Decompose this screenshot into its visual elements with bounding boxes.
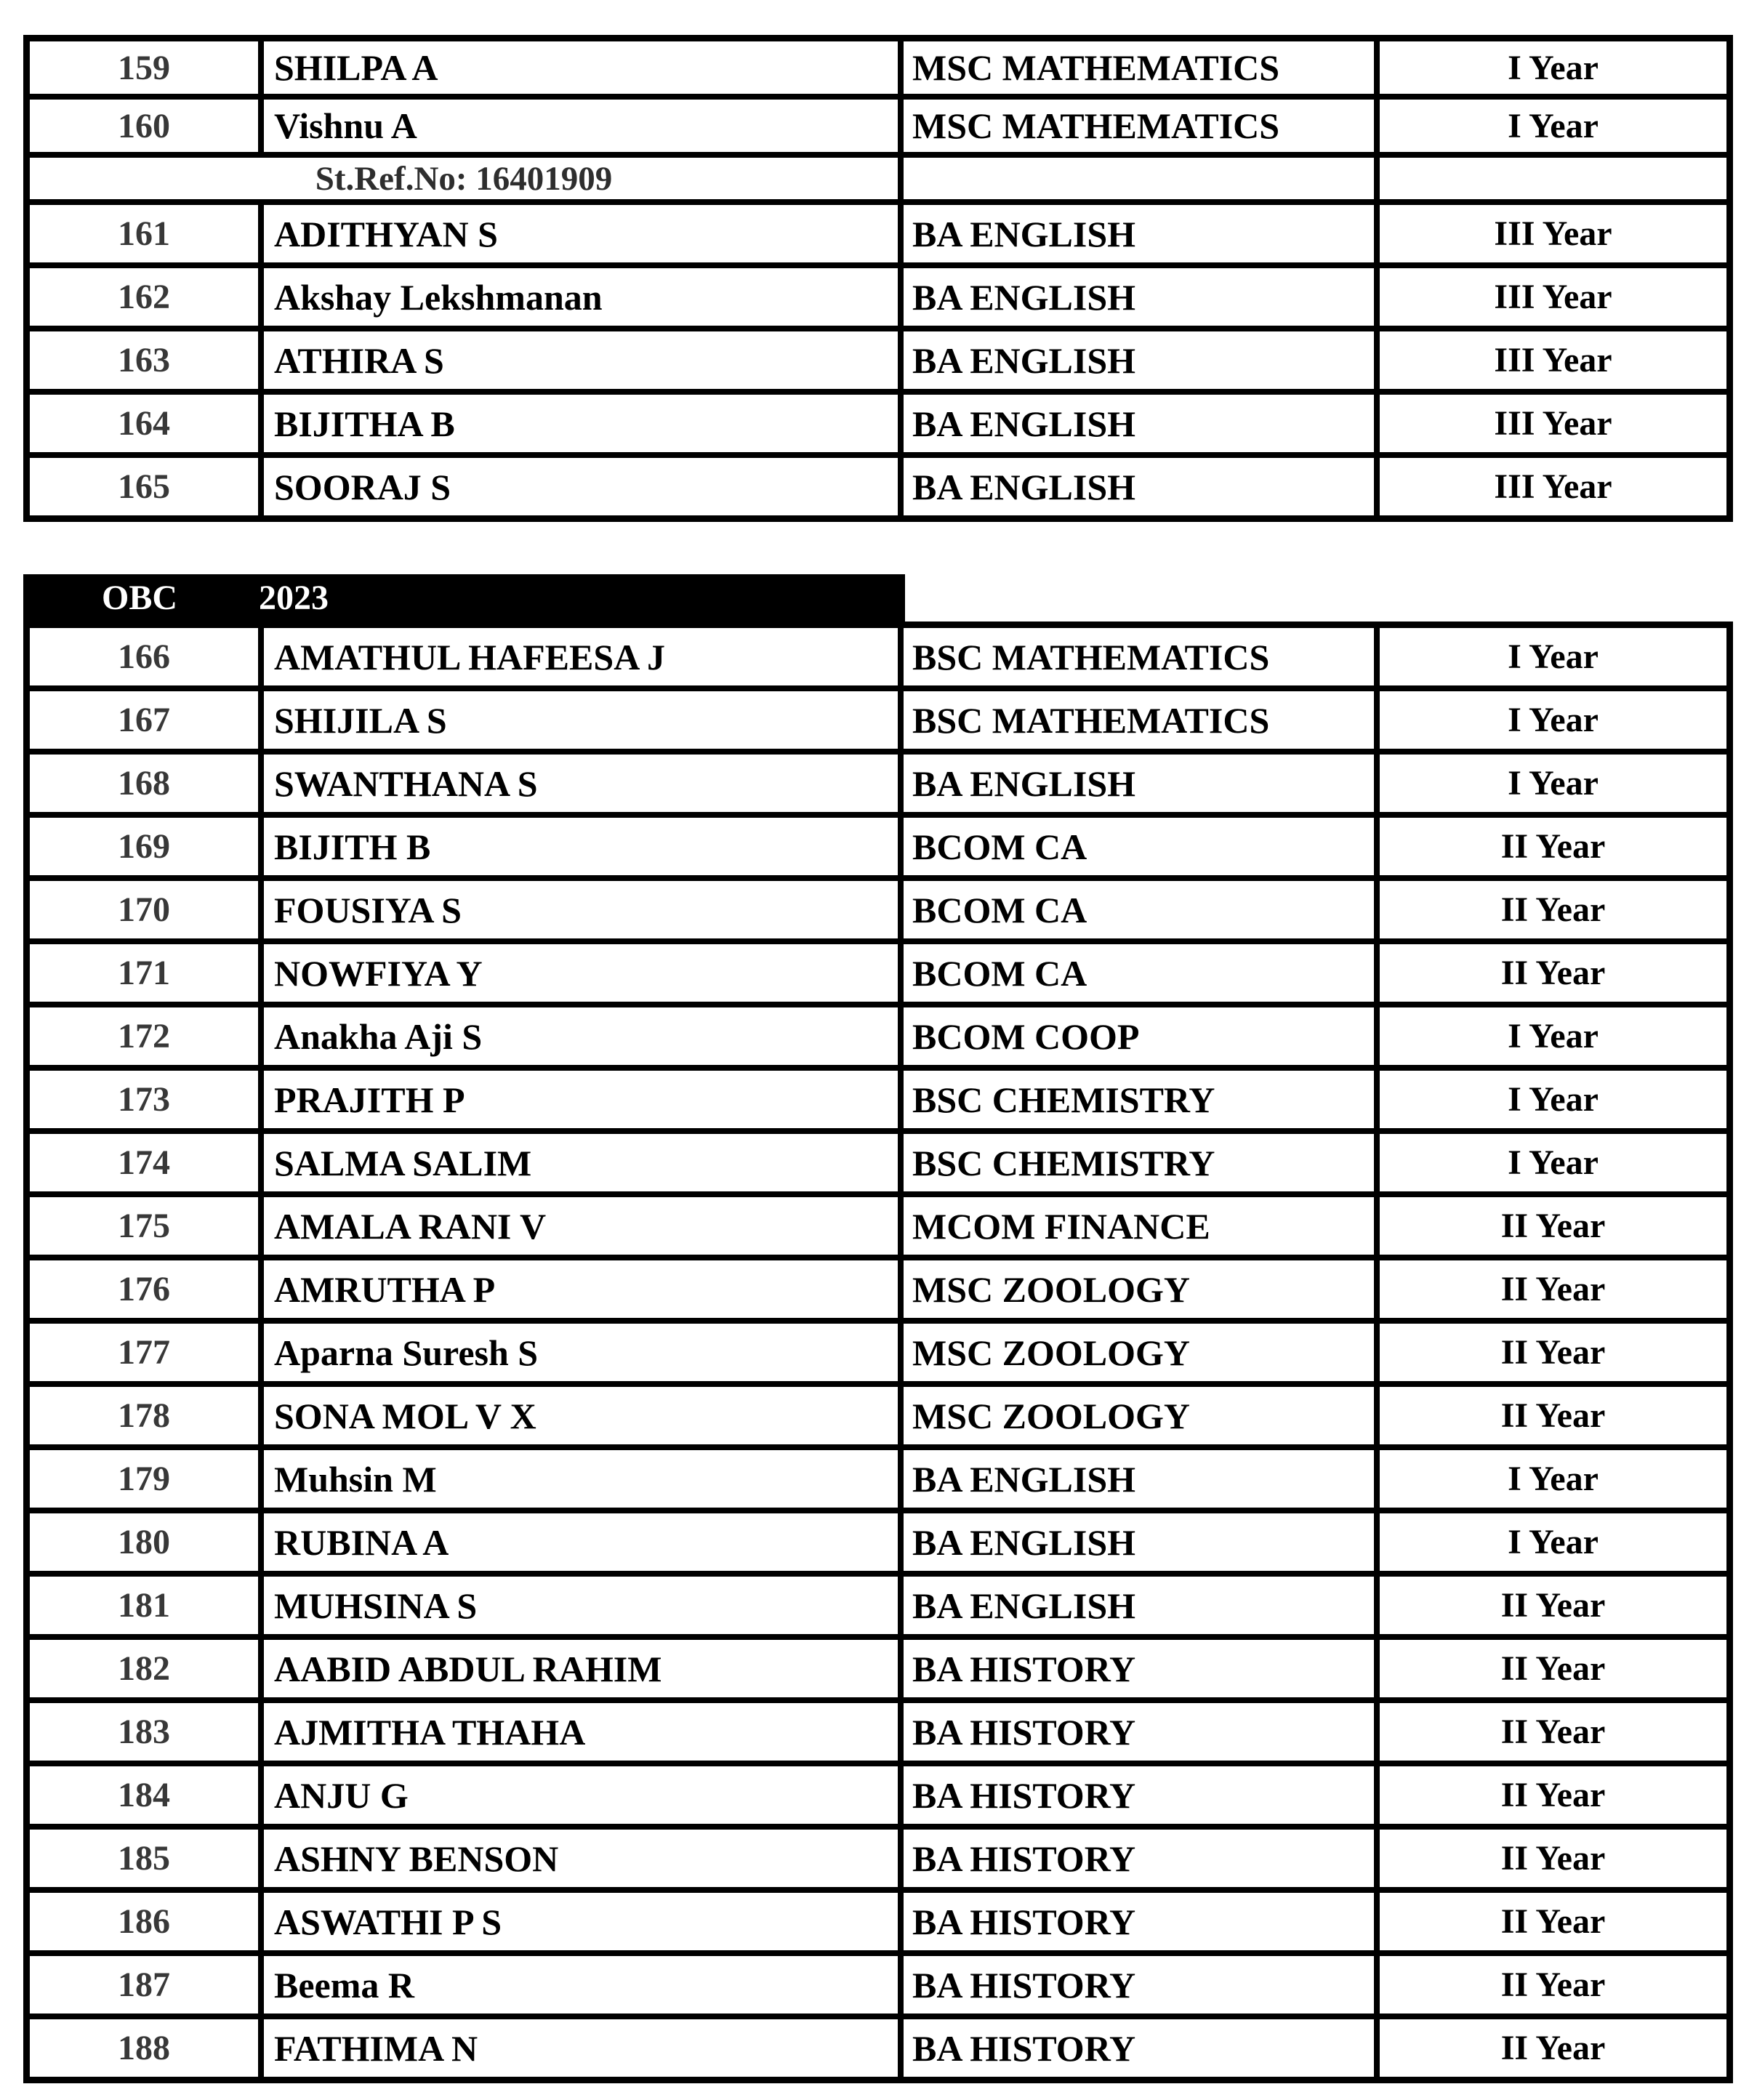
student-name-cell: BIJITH B (261, 815, 901, 878)
year-cell: I Year (1377, 1068, 1729, 1131)
serial-number-cell: 176 (27, 1258, 261, 1321)
course-cell: BA ENGLISH (901, 329, 1377, 392)
table-row (27, 1258, 1729, 1321)
student-name-cell: Akshay Lekshmanan (261, 265, 901, 329)
serial-number-cell: 159 (27, 39, 261, 97)
table-row (27, 1447, 1729, 1510)
year-cell: II Year (1377, 1700, 1729, 1763)
year-cell: III Year (1377, 329, 1729, 392)
table-row (27, 1953, 1729, 2016)
year-cell: I Year (1377, 97, 1729, 155)
student-name-cell: AMATHUL HAFEESA J (261, 625, 901, 688)
table-row (27, 1574, 1729, 1637)
year-cell: I Year (1377, 1005, 1729, 1068)
course-cell: BA ENGLISH (901, 202, 1377, 265)
student-name-cell: SOORAJ S (261, 455, 901, 518)
serial-number-cell: 170 (27, 878, 261, 941)
year-cell: II Year (1377, 1194, 1729, 1258)
table-row (27, 1384, 1729, 1447)
serial-number-cell: 165 (27, 455, 261, 518)
empty-year-cell (1377, 155, 1729, 202)
course-cell: BA ENGLISH (901, 1510, 1377, 1574)
table-row (27, 1763, 1729, 1827)
table-row (27, 1131, 1729, 1194)
serial-number-cell: 163 (27, 329, 261, 392)
course-cell: MSC MATHEMATICS (901, 39, 1377, 97)
course-cell: BA ENGLISH (901, 455, 1377, 518)
year-cell: II Year (1377, 941, 1729, 1005)
year-cell: II Year (1377, 1763, 1729, 1827)
table-row (27, 39, 1729, 97)
year-cell: II Year (1377, 1890, 1729, 1953)
upper-table-bottom-rows (27, 202, 1729, 518)
serial-number-cell: 182 (27, 1637, 261, 1700)
year-cell: I Year (1377, 688, 1729, 752)
student-name-cell: FATHIMA N (261, 2016, 901, 2080)
student-name-cell: AMRUTHA P (261, 1258, 901, 1321)
serial-number-cell: 183 (27, 1700, 261, 1763)
table-row (27, 2016, 1729, 2080)
year-cell: III Year (1377, 392, 1729, 455)
course-cell: BA HISTORY (901, 1637, 1377, 1700)
document-page (0, 35, 1757, 2100)
table-row (27, 1068, 1729, 1131)
student-name-cell: PRAJITH P (261, 1068, 901, 1131)
student-name-cell: Anakha Aji S (261, 1005, 901, 1068)
year-cell: I Year (1377, 1447, 1729, 1510)
year-cell: III Year (1377, 265, 1729, 329)
student-name-cell: ADITHYAN S (261, 202, 901, 265)
student-name-cell: Beema R (261, 1953, 901, 2016)
serial-number-cell: 184 (27, 1763, 261, 1827)
course-cell: BA HISTORY (901, 1700, 1377, 1763)
course-cell: BSC MATHEMATICS (901, 625, 1377, 688)
table-row (27, 1321, 1729, 1384)
ref-number-row (27, 155, 1729, 202)
student-name-cell: Muhsin M (261, 1447, 901, 1510)
serial-number-cell: 172 (27, 1005, 261, 1068)
table-row (27, 878, 1729, 941)
student-name-cell: ASWATHI P S (261, 1890, 901, 1953)
course-cell: BA HISTORY (901, 1763, 1377, 1827)
table-row (27, 941, 1729, 1005)
year-cell: II Year (1377, 1827, 1729, 1890)
table-row (27, 392, 1729, 455)
student-name-cell: ASHNY BENSON (261, 1827, 901, 1890)
year-cell: I Year (1377, 752, 1729, 815)
year-cell: II Year (1377, 1574, 1729, 1637)
student-name-cell: BIJITHA B (261, 392, 901, 455)
table-row (27, 1890, 1729, 1953)
table-row (27, 815, 1729, 878)
student-name-cell: AMALA RANI V (261, 1194, 901, 1258)
student-name-cell: Vishnu A (261, 97, 901, 155)
year-cell: II Year (1377, 2016, 1729, 2080)
student-name-cell: Aparna Suresh S (261, 1321, 901, 1384)
serial-number-cell: 161 (27, 202, 261, 265)
serial-number-cell: 169 (27, 815, 261, 878)
table-row (27, 1005, 1729, 1068)
student-name-cell: SONA MOL V X (261, 1384, 901, 1447)
course-cell: BCOM CA (901, 878, 1377, 941)
serial-number-cell: 160 (27, 97, 261, 155)
course-cell: MSC ZOOLOGY (901, 1258, 1377, 1321)
table-row (27, 455, 1729, 518)
course-cell: BSC CHEMISTRY (901, 1068, 1377, 1131)
course-cell: BSC CHEMISTRY (901, 1131, 1377, 1194)
lower-table-rows (27, 625, 1729, 2080)
student-name-cell: AJMITHA THAHA (261, 1700, 901, 1763)
course-cell: BA HISTORY (901, 2016, 1377, 2080)
serial-number-cell: 177 (27, 1321, 261, 1384)
table-row (27, 752, 1729, 815)
student-table-upper (23, 35, 1733, 522)
student-name-cell: RUBINA A (261, 1510, 901, 1574)
serial-number-cell: 174 (27, 1131, 261, 1194)
serial-number-cell: 166 (27, 625, 261, 688)
course-cell: BA HISTORY (901, 1890, 1377, 1953)
serial-number-cell: 168 (27, 752, 261, 815)
serial-number-cell: 179 (27, 1447, 261, 1510)
table-row (27, 1194, 1729, 1258)
course-cell: BA HISTORY (901, 1827, 1377, 1890)
course-cell: BA ENGLISH (901, 752, 1377, 815)
year-cell: II Year (1377, 1953, 1729, 2016)
serial-number-cell: 175 (27, 1194, 261, 1258)
serial-number-cell: 171 (27, 941, 261, 1005)
course-cell: BA ENGLISH (901, 265, 1377, 329)
serial-number-cell: 180 (27, 1510, 261, 1574)
upper-table-top-rows (27, 39, 1729, 155)
year-cell: II Year (1377, 1258, 1729, 1321)
year-cell: II Year (1377, 1637, 1729, 1700)
year-cell: I Year (1377, 1510, 1729, 1574)
table-row (27, 1510, 1729, 1574)
course-cell: BA ENGLISH (901, 1574, 1377, 1637)
year-cell: III Year (1377, 202, 1729, 265)
year-cell: II Year (1377, 878, 1729, 941)
ref-band-section (27, 155, 1729, 202)
serial-number-cell: 162 (27, 265, 261, 329)
section-year-label: 2023 (259, 579, 329, 617)
table-row (27, 265, 1729, 329)
course-cell: BCOM COOP (901, 1005, 1377, 1068)
serial-number-cell: 181 (27, 1574, 261, 1637)
student-name-cell: ATHIRA S (261, 329, 901, 392)
table-row (27, 625, 1729, 688)
serial-number-cell: 173 (27, 1068, 261, 1131)
table-row (27, 202, 1729, 265)
serial-number-cell: 167 (27, 688, 261, 752)
serial-number-cell: 186 (27, 1890, 261, 1953)
year-cell: II Year (1377, 815, 1729, 878)
year-cell: II Year (1377, 1321, 1729, 1384)
table-row (27, 1637, 1729, 1700)
student-name-cell: NOWFIYA Y (261, 941, 901, 1005)
student-ref-number: St.Ref.No: 16401909 (27, 155, 901, 202)
serial-number-cell: 188 (27, 2016, 261, 2080)
table-row (27, 688, 1729, 752)
student-name-cell: SHIJILA S (261, 688, 901, 752)
table-row (27, 1827, 1729, 1890)
course-cell: MSC ZOOLOGY (901, 1384, 1377, 1447)
serial-number-cell: 185 (27, 1827, 261, 1890)
student-name-cell: ANJU G (261, 1763, 901, 1827)
year-cell: II Year (1377, 1384, 1729, 1447)
student-name-cell: FOUSIYA S (261, 878, 901, 941)
course-cell: BCOM CA (901, 941, 1377, 1005)
year-cell: I Year (1377, 1131, 1729, 1194)
serial-number-cell: 178 (27, 1384, 261, 1447)
serial-number-cell: 187 (27, 1953, 261, 2016)
year-cell: I Year (1377, 625, 1729, 688)
student-name-cell: SWANTHANA S (261, 752, 901, 815)
course-cell: BA ENGLISH (901, 1447, 1377, 1510)
course-cell: BSC MATHEMATICS (901, 688, 1377, 752)
student-name-cell: AABID ABDUL RAHIM (261, 1637, 901, 1700)
course-cell: MSC MATHEMATICS (901, 97, 1377, 155)
table-row (27, 1700, 1729, 1763)
course-cell: BA ENGLISH (901, 392, 1377, 455)
table-row (27, 329, 1729, 392)
year-cell: I Year (1377, 39, 1729, 97)
year-cell: III Year (1377, 455, 1729, 518)
course-cell: MSC ZOOLOGY (901, 1321, 1377, 1384)
table-row (27, 97, 1729, 155)
course-cell: BCOM CA (901, 815, 1377, 878)
empty-course-cell (901, 155, 1377, 202)
student-table-lower (23, 621, 1733, 2083)
course-cell: BA HISTORY (901, 1953, 1377, 2016)
section-header-band (23, 574, 905, 621)
student-name-cell: SHILPA A (261, 39, 901, 97)
section-category-label: OBC (102, 579, 178, 617)
student-name-cell: SALMA SALIM (261, 1131, 901, 1194)
student-name-cell: MUHSINA S (261, 1574, 901, 1637)
course-cell: MCOM FINANCE (901, 1194, 1377, 1258)
serial-number-cell: 164 (27, 392, 261, 455)
